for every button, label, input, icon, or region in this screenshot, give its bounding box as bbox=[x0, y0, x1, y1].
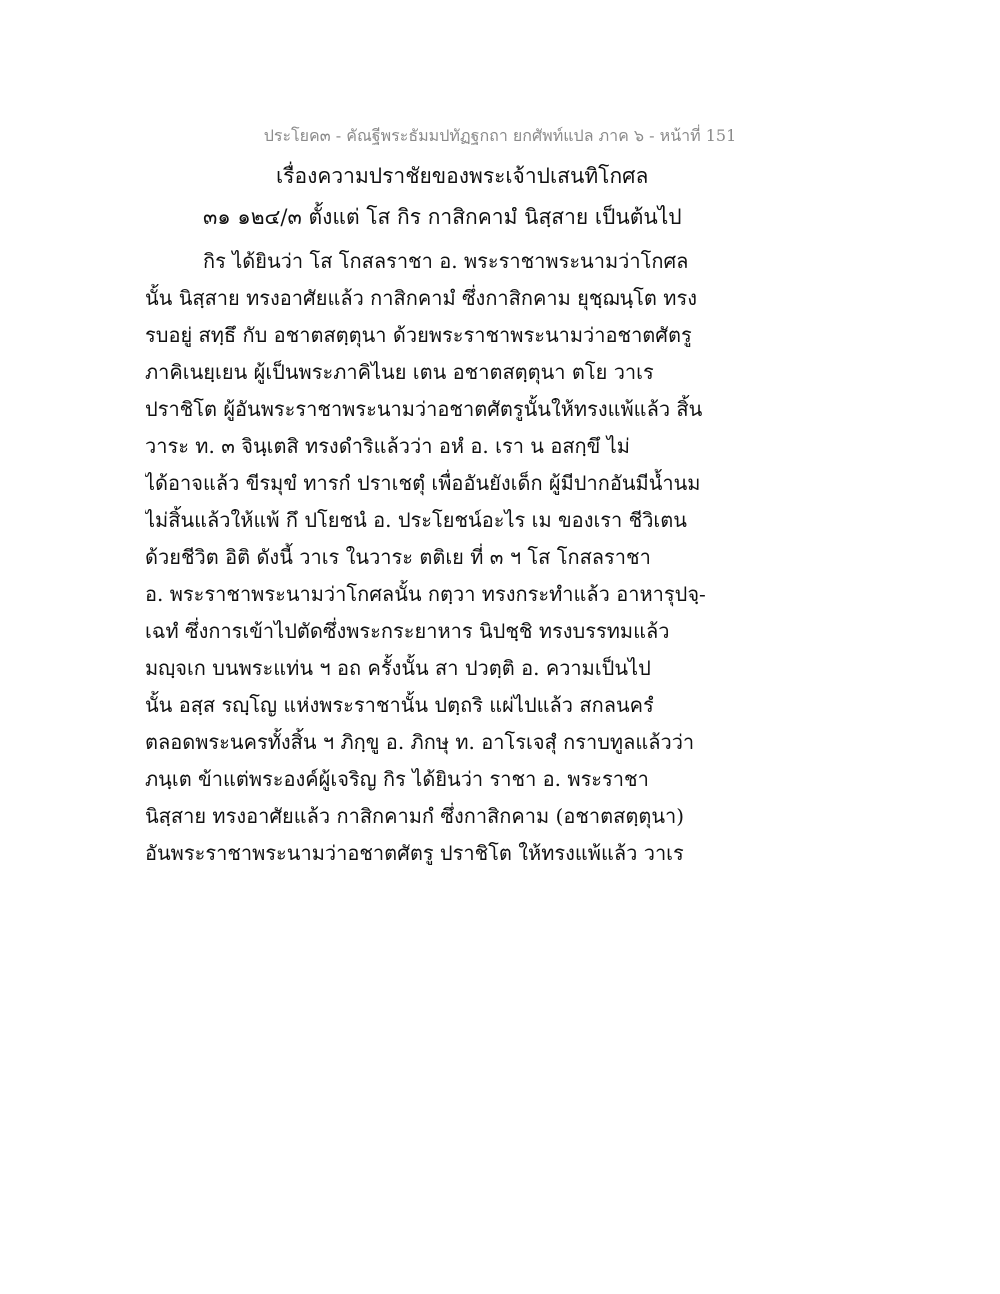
body-text bbox=[145, 243, 735, 872]
text-line: ไม่สิ้นแล้วให้แพ้ กึ ปโยชนํ อ. ประโยชน์อะไร เม ของเรา ชีวิเตน bbox=[145, 508, 687, 532]
story-title: เรื่องความปราชัยของพระเจ้าปเสนทิโกศล bbox=[276, 164, 649, 188]
text-line: ด้วยชีวิต อิติ ดังนี้ วาเร ในวาระ ตติเย ที่ ๓ ฯ โส โกสลราชา bbox=[145, 545, 651, 569]
text-line: เฉทํ ซึ่งการเข้าไปตัดซึ่งพระกระยาหาร นิปชฺชิ ทรงบรรทมแล้ว bbox=[145, 619, 670, 643]
story-reference: ๓๑ ๑๒๔/๓ ตั้งแต่ โส กิร กาสิกคามํ นิสฺสาย เป็นต้นไป bbox=[203, 205, 682, 229]
text-line: รบอยู่ สทฺธึ กับ อชาตสตฺตุนา ด้วยพระราชาพระนามว่าอชาตศัตรู bbox=[145, 323, 692, 347]
text-line: ได้อาจแล้ว ขีรมุขํ ทารกํ ปราเชตุํ เพื่ออันยังเด็ก ผู้มีปากอันมีน้ำนม bbox=[145, 471, 701, 495]
text-line: ตลอดพระนครทั้งสิ้น ฯ ภิกฺขู อ. ภิกษุ ท. อาโรเจสุํ กราบทูลแล้วว่า bbox=[145, 730, 695, 754]
text-line: นั้น นิสฺสาย ทรงอาศัยแล้ว กาสิกคามํ ซึ่งกาสิกคาม ยุชฺฌนฺโต ทรง bbox=[145, 286, 697, 310]
text-line: อ. พระราชาพระนามว่าโกศลนั้น กตฺวา ทรงกระทำแล้ว อาหารุปจฺ- bbox=[145, 582, 706, 606]
text-line: วาระ ท. ๓ จินฺเตสิ ทรงดำริแล้วว่า อหํ อ. เรา น อสกฺขึ ไม่ bbox=[145, 434, 630, 458]
text-line: ภนฺเต ข้าแต่พระองค์ผู้เจริญ กิร ได้ยินว่า ราชา อ. พระราชา bbox=[145, 767, 649, 791]
text-line: มญฺจเก บนพระแท่น ฯ อถ ครั้งนั้น สา ปวตฺติ อ. ความเป็นไป bbox=[145, 656, 651, 680]
text-line: ปราชิโต ผู้อันพระราชาพระนามว่าอชาตศัตรูนั้นให้ทรงแพ้แล้ว สิ้น bbox=[145, 397, 703, 421]
text-line: กิร ได้ยินว่า โส โกสลราชา อ. พระราชาพระนามว่าโกศล bbox=[203, 249, 689, 273]
text-line: อันพระราชาพระนามว่าอชาตศัตรู ปราชิโต ให้ทรงแพ้แล้ว วาเร bbox=[145, 841, 684, 865]
text-line: นิสฺสาย ทรงอาศัยแล้ว กาสิกคามกํ ซึ่งกาสิกคาม (อชาตสตฺตุนา) bbox=[145, 804, 685, 828]
text-line: นั้น อสฺส รญฺโญ แห่งพระราชานั้น ปตฺถริ แผ่ไปแล้ว สกลนครํ bbox=[145, 693, 654, 717]
text-line: ภาคิเนยฺเยน ผู้เป็นพระภาคิไนย เตน อชาตสตฺตุนา ตโย วาเร bbox=[145, 360, 654, 384]
running-header-text: ประโยค๓ - คัณฐีพระธัมมปทัฏฐกถา ยกศัพท์แปล ภาค ๖ - หน้าที่ 151 bbox=[263, 126, 737, 145]
running-header bbox=[0, 124, 1000, 149]
